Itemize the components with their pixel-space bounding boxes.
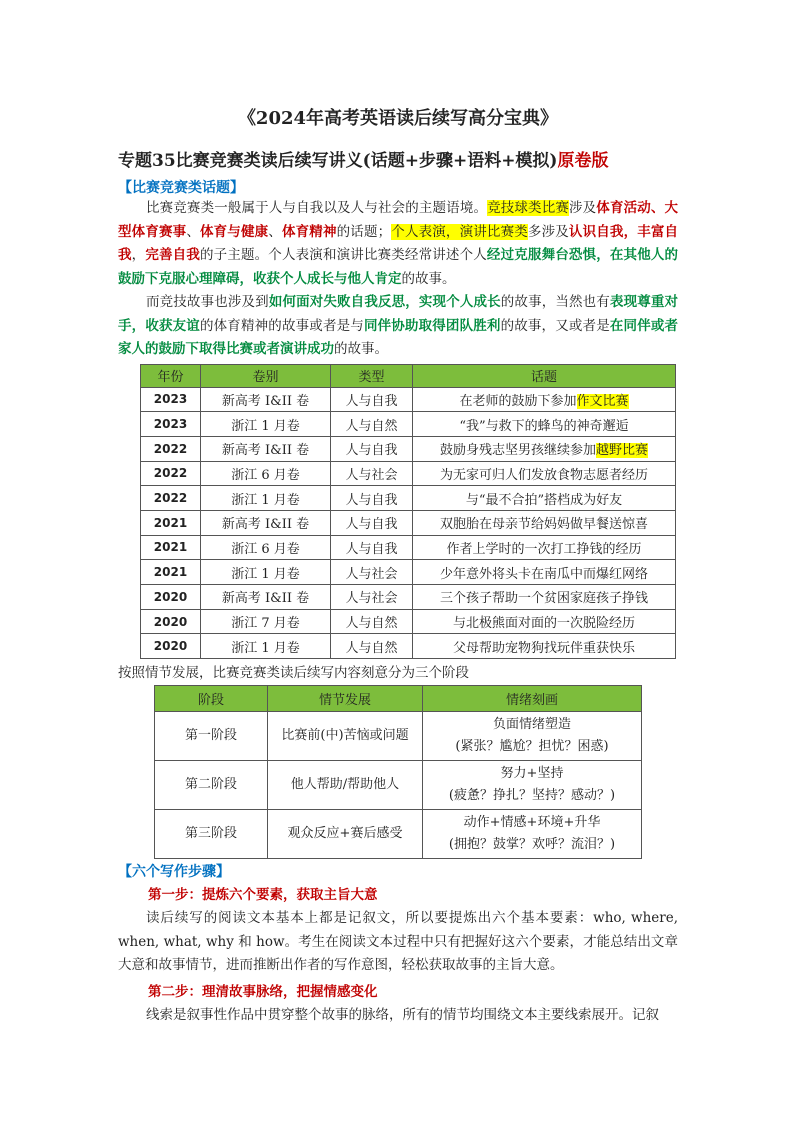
table-row xyxy=(141,436,676,461)
cell-paper: 浙江 7 月卷 xyxy=(201,609,331,634)
cell-plot: 他人帮助/帮助他人 xyxy=(268,761,423,810)
table-row xyxy=(141,609,676,634)
cell-paper: 浙江 1 月卷 xyxy=(201,412,331,437)
cell-topic: 三个孩子帮助一个贫困家庭孩子挣钱 xyxy=(413,585,676,610)
table-row xyxy=(141,486,676,511)
cell-stage: 第二阶段 xyxy=(155,761,268,810)
cell-paper: 浙江 1 月卷 xyxy=(201,486,331,511)
col-stage: 阶段 xyxy=(155,686,268,712)
step-2-heading: 第二步：理清故事脉络，把握情感变化 xyxy=(148,983,378,1000)
table-row xyxy=(141,461,676,486)
cell-type: 人与社会 xyxy=(331,560,413,585)
cell-year: 2021 xyxy=(141,535,201,560)
cell-year: 2022 xyxy=(141,486,201,511)
table-row xyxy=(141,535,676,560)
cell-type: 人与自我 xyxy=(331,535,413,560)
stage-table xyxy=(154,685,642,859)
cell-year: 2022 xyxy=(141,436,201,461)
stage-intro: 按照情节发展，比赛竞赛类读后续写内容刻意分为三个阶段 xyxy=(118,665,469,682)
cell-topic: 双胞胎在母亲节给妈妈做早餐送惊喜 xyxy=(413,510,676,535)
table-row xyxy=(141,634,676,659)
section-heading-steps: 【六个写作步骤】 xyxy=(118,864,230,881)
col-year: 年份 xyxy=(141,364,201,387)
cell-paper: 浙江 1 月卷 xyxy=(201,560,331,585)
col-type: 类型 xyxy=(331,364,413,387)
cell-paper: 浙江 6 月卷 xyxy=(201,461,331,486)
cell-year: 2023 xyxy=(141,412,201,437)
cell-paper: 新高考 I&II 卷 xyxy=(201,436,331,461)
paragraph-topics: 比赛竞赛类一般属于人与自我以及人与社会的主题语境。竞技球类比赛涉及体育活动、大型体育赛事、体育与健康、体育精神的话题；个人表演，演讲比赛类多涉及认识自我，丰富自我，完善自我的子主题。个人表演和演讲比赛类经常讲述个人经过克服舞台恐惧，在其他人的鼓励下克服心理障碍，收获个人成长与他人肯定的故事。 xyxy=(118,200,679,287)
cell-topic: 作者上学时的一次打工挣钱的经历 xyxy=(413,535,676,560)
cell-emotion: 努力+坚持 (疲惫？挣扎？坚持？感动？) xyxy=(423,761,642,810)
table-row xyxy=(155,810,642,859)
col-plot: 情节发展 xyxy=(268,686,423,712)
table-header-row xyxy=(155,686,642,712)
table-row xyxy=(141,387,676,412)
cell-topic: 为无家可归人们发放食物志愿者经历 xyxy=(413,461,676,486)
step-2-text: 线索是叙事性作品中贯穿整个故事的脉络，所有的情节均围绕文本主要线索展开。记叙 xyxy=(146,1006,659,1023)
subtitle-tag: 原卷版 xyxy=(557,151,609,171)
cell-topic: “我”与救下的蜂鸟的神奇邂逅 xyxy=(413,412,676,437)
topic-highlight: 越野比赛 xyxy=(596,443,649,459)
cell-year: 2023 xyxy=(141,387,201,412)
table-row xyxy=(141,510,676,535)
cell-topic: 少年意外将头卡在南瓜中而爆红网络 xyxy=(413,560,676,585)
cell-type: 人与自我 xyxy=(331,436,413,461)
cell-paper: 新高考 I&II 卷 xyxy=(201,510,331,535)
cell-paper: 浙江 6 月卷 xyxy=(201,535,331,560)
cell-paper: 新高考 I&II 卷 xyxy=(201,585,331,610)
step-1-heading: 第一步：提炼六个要素，获取主旨大意 xyxy=(148,887,378,904)
table-row xyxy=(141,585,676,610)
cell-stage: 第三阶段 xyxy=(155,810,268,859)
col-topic: 话题 xyxy=(413,364,676,387)
col-emotion: 情绪刻画 xyxy=(423,686,642,712)
table-header-row xyxy=(141,364,676,387)
cell-topic: 与“最不合拍”搭档成为好友 xyxy=(413,486,676,511)
cell-plot: 比赛前(中)苦恼或问题 xyxy=(268,712,423,761)
exam-topics-table xyxy=(140,364,676,660)
col-paper: 卷别 xyxy=(201,364,331,387)
document-title: 《2024年高考英语读后续写高分宝典》 xyxy=(237,108,559,129)
cell-stage: 第一阶段 xyxy=(155,712,268,761)
cell-year: 2021 xyxy=(141,560,201,585)
cell-topic: 鼓励身残志坚男孩继续参加越野比赛 xyxy=(413,436,676,461)
cell-type: 人与自我 xyxy=(331,387,413,412)
table-row xyxy=(155,712,642,761)
cell-type: 人与自我 xyxy=(331,486,413,511)
cell-type: 人与自然 xyxy=(331,412,413,437)
subtitle-main: 专题35比赛竞赛类读后续写讲义(话题+步骤+语料+模拟) xyxy=(118,151,558,171)
step-1-text: 读后续写的阅读文本基本上都是记叙文，所以要提炼出六个基本要素：who, where, when, what, why 和 how。考生在阅读文本过程中只有把握好这六个要素，才能总结出文章大意和故事情节，进而推断出作者的写作意图，轻松获取故事的主旨大意。 xyxy=(118,910,678,974)
table-row xyxy=(141,412,676,437)
topic-highlight: 作文比赛 xyxy=(576,393,629,409)
cell-topic: 与北极熊面对面的一次脱险经历 xyxy=(413,609,676,634)
cell-year: 2020 xyxy=(141,585,201,610)
cell-type: 人与自然 xyxy=(331,634,413,659)
cell-emotion: 动作+情感+环境+升华 (拥抱？鼓掌？欢呼？流泪？) xyxy=(423,810,642,859)
cell-type: 人与社会 xyxy=(331,585,413,610)
section-heading-topics: 【比赛竞赛类话题】 xyxy=(118,180,244,196)
cell-paper: 新高考 I&II 卷 xyxy=(201,387,331,412)
cell-year: 2020 xyxy=(141,634,201,659)
cell-paper: 浙江 1 月卷 xyxy=(201,634,331,659)
cell-type: 人与自然 xyxy=(331,609,413,634)
cell-year: 2022 xyxy=(141,461,201,486)
document-subtitle xyxy=(118,146,678,171)
cell-emotion: 负面情绪塑造 (紧张？尴尬？担忧？困惑) xyxy=(423,712,642,761)
page xyxy=(118,100,678,1027)
cell-topic: 父母帮助宠物狗找玩伴重获快乐 xyxy=(413,634,676,659)
cell-year: 2021 xyxy=(141,510,201,535)
cell-plot: 观众反应+赛后感受 xyxy=(268,810,423,859)
table-row xyxy=(155,761,642,810)
cell-type: 人与自我 xyxy=(331,510,413,535)
cell-topic: 在老师的鼓励下参加作文比赛 xyxy=(413,387,676,412)
table-row xyxy=(141,560,676,585)
cell-year: 2020 xyxy=(141,609,201,634)
cell-type: 人与社会 xyxy=(331,461,413,486)
paragraph-competition: 而竞技故事也涉及到如何面对失败自我反思，实现个人成长的故事，当然也有表现尊重对手，收获友谊的体育精神的故事或者是与同伴协助取得团队胜利的故事，又或者是在同伴或者家人的鼓励下取得比赛或者演讲成功的故事。 xyxy=(118,294,679,357)
